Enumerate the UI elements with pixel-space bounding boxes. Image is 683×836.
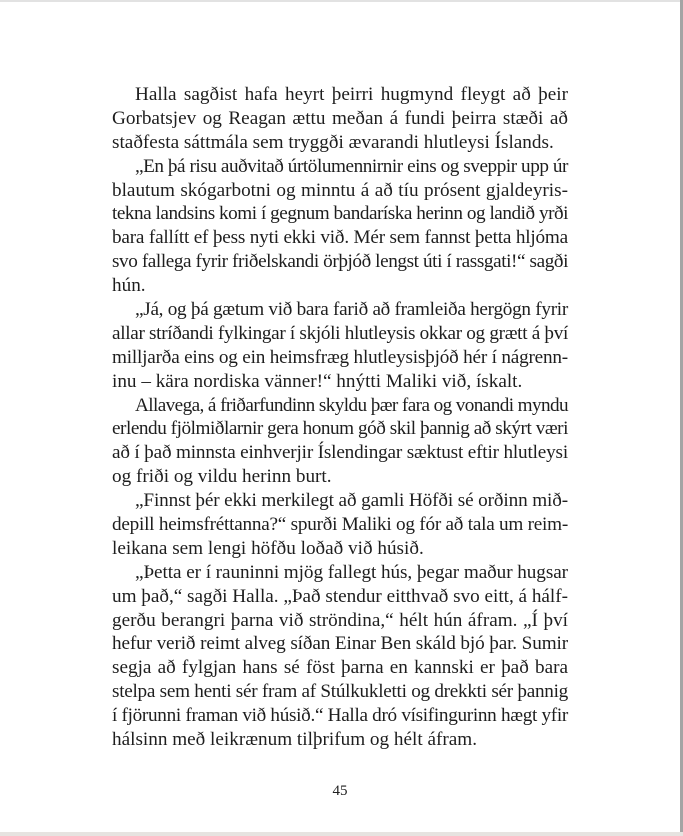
text-line: tekna landsins komi í gegnum bandaríska herinn og landið yrði (112, 203, 568, 225)
text-line: svo fallega fyrir friðelskandi örþjóð lengst úti í rassgati!“ sagði (112, 251, 568, 273)
text-line: „Já, og þá gætum við bara farið að framleiða hergögn fyrir (135, 299, 568, 321)
text-line: „Þetta er í rauninni mjög fallegt hús, þegar maður hugsar (135, 561, 568, 583)
text-line: staðfesta sáttmála sem tryggði ævarandi hlutleysi Íslands. (112, 131, 554, 153)
page-bottom-border (0, 832, 683, 836)
text-line: blautum skógarbotni og minntu á að tíu prósent gjaldeyris- (112, 179, 568, 201)
text-line: að í það minnsta einhverjir Íslendingar sæktust eftir hlutleysi (112, 442, 568, 464)
text-line: gerðu berangri þarna við ströndina,“ hélt hún áfram. „Í því (112, 609, 568, 631)
paragraph (112, 298, 568, 394)
text-line: erlendu fjölmiðlarnir gera honum góð skil þannig að skýrt væri (112, 418, 568, 440)
text-line: um það,“ sagði Halla. „Það stendur eitthvað svo eitt, á hálf- (112, 585, 568, 607)
paragraph (112, 561, 568, 752)
text-line: leikana sem lengi höfðu loðað við húsið. (112, 537, 424, 559)
paragraph (112, 394, 568, 490)
text-line: „Finnst þér ekki merkilegt að gamli Höfði sé orðinn mið- (135, 490, 568, 512)
text-line: Allavega, á friðarfundinn skyldu þær fara og vonandi myndu (135, 394, 568, 416)
text-line: bara fallítt ef þess nyti ekki við. Mér sem fannst þetta hljóma (112, 227, 568, 249)
page-number: 45 (332, 783, 348, 799)
text-line: milljarða eins og ein heimsfræg hlutleysisþjóð hér í nágrenn- (112, 346, 568, 368)
text-line: hálsinn með leikrænum tilþrifum og hélt áfram. (112, 729, 478, 751)
text-line: og friði og vildu herinn burt. (112, 466, 332, 488)
paragraph (112, 83, 568, 155)
text-line: stelpa sem henti sér fram af Stúlkukletti og drekkti sér þannig (112, 681, 568, 703)
body-text (112, 83, 568, 752)
text-line: í fjörunni framan við húsið.“ Halla dró vísifingurinn hægt yfir (112, 705, 568, 727)
paragraph (112, 155, 568, 298)
text-line: segja að fylgjan hans sé föst þarna en kannski er það bara (112, 657, 568, 679)
text-line: hún. (112, 275, 146, 297)
text-line: allar stríðandi fylkingar í skjóli hlutleysis okkar og grætt á því (112, 322, 568, 344)
text-line: Halla sagðist hafa heyrt þeirri hugmynd fleygt að þeir (135, 84, 568, 105)
text-line: depill heimsfréttanna?“ spurði Maliki og fór að tala um reim- (112, 514, 568, 536)
text-line: „En þá risu auðvitað úrtölumennirnir eins og sveppir upp úr (135, 155, 568, 177)
paragraph (112, 489, 568, 561)
text-line: inu – kära nordiska vänner!“ hnýtti Maliki við, ískalt. (112, 370, 523, 392)
text-line: Gorbatsjev og Reagan ættu meðan á fundi þeirra stæði að (112, 107, 568, 129)
text-line: hefur verið reimt alveg síðan Einar Ben skáld bjó þar. Sumir (112, 633, 568, 655)
